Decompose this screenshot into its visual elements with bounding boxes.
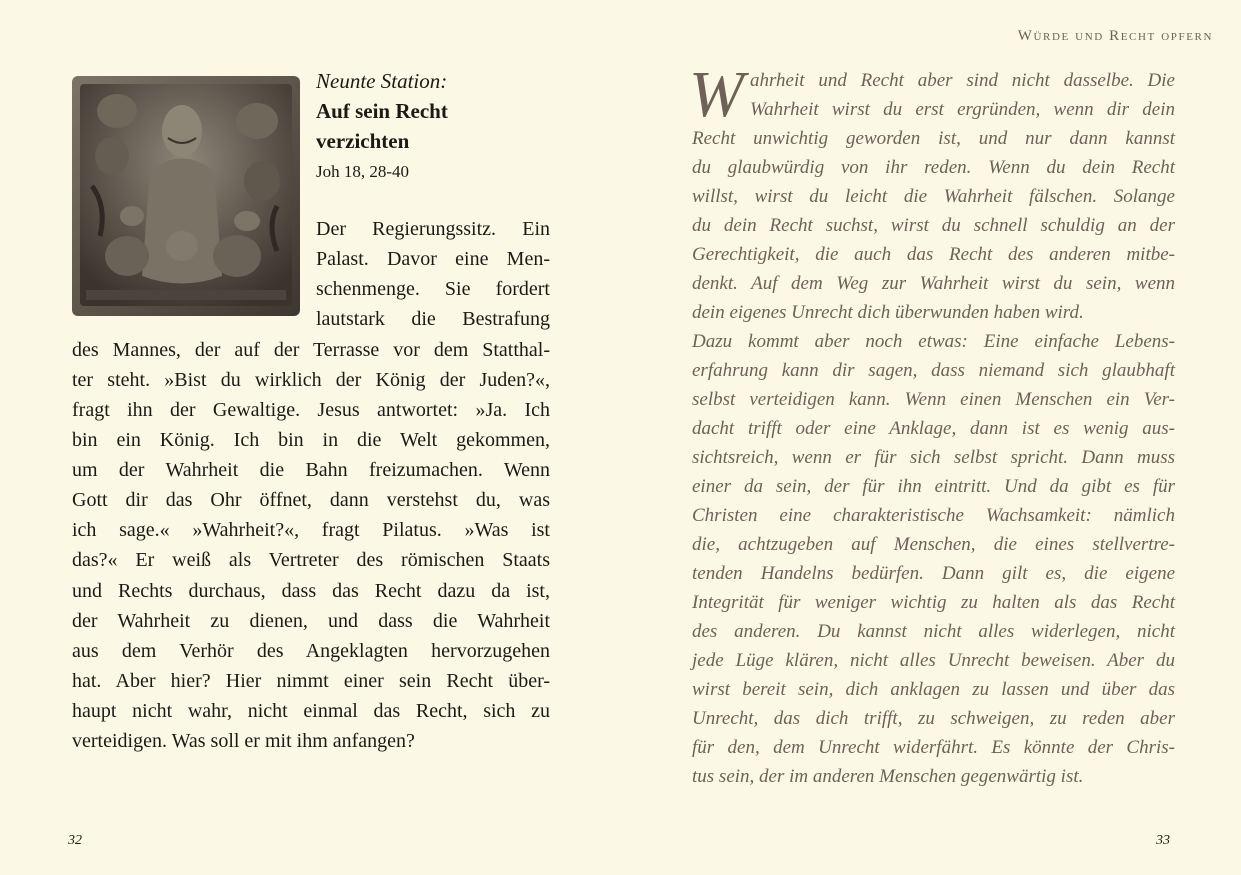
right-text-line: dacht trifft oder eine Anklage, dann ist es wenig aus- — [692, 418, 1175, 439]
left-text-line: verteidigen. Was soll er mit ihm anfangen? — [72, 730, 415, 752]
right-text-line: sichtsreich, wenn er für sich selbst spricht. Dann muss — [692, 447, 1175, 468]
page-number-left: 32 — [68, 833, 82, 848]
right-text-line: willst, wirst du leicht die Wahrheit fälschen. Solange — [692, 186, 1175, 207]
left-text-line: das?« Er weiß als Vertreter des römischen Staats — [72, 549, 550, 571]
right-text-line: du dein Recht suchst, wirst du schnell schuldig an der — [692, 215, 1175, 236]
page-number-right: 33 — [1156, 833, 1170, 848]
right-text-line: Integrität für weniger wichtig zu halten als das Recht — [692, 592, 1175, 613]
station-label: Neunte Station: — [316, 69, 448, 93]
right-text-line: Unrecht, das dich trifft, zu schweigen, zu reden aber — [692, 708, 1175, 729]
right-text-line: Christen eine charakteristische Wachsamkeit: nämlich — [692, 505, 1175, 526]
left-text-line: um der Wahrheit die Bahn freizumachen. Wenn — [72, 459, 550, 481]
left-text-line: des Mannes, der auf der Terrasse vor dem Statthal- — [72, 339, 550, 361]
left-text-line: aus dem Verhör des Angeklagten hervorzugehen — [72, 640, 550, 662]
left-text-line: ter steht. »Bist du wirklich der König der Juden?«, — [72, 369, 550, 391]
right-text-line: jede Lüge klären, nicht alles Unrecht beweisen. Aber du — [692, 650, 1175, 671]
right-text-line: erfahrung kann dir sagen, dass niemand sich glaubhaft — [692, 360, 1175, 381]
station-title-line2: verzichten — [316, 129, 410, 153]
right-text-line: einer da sein, der für ihn eintritt. Und da gibt es für — [692, 476, 1175, 497]
left-text-line: haupt nicht wahr, nicht einmal das Recht, sich zu — [72, 700, 550, 722]
left-text-line: ich sage.« »Wahrheit?«, fragt Pilatus. »Was ist — [72, 519, 550, 541]
right-text-line: selbst verteidigen kann. Wenn einen Menschen ein Ver- — [692, 389, 1175, 410]
left-text-line: lautstark die Bestrafung — [316, 308, 550, 330]
right-text-line: die, achtzugeben auf Menschen, die eines stellvertre- — [692, 534, 1175, 555]
left-text-line: hat. Aber hier? Hier nimmt einer sein Recht über- — [72, 670, 550, 692]
right-text-line: Recht unwichtig geworden ist, und nur dann kannst — [692, 128, 1175, 149]
right-text-line: des anderen. Du kannst nicht alles widerlegen, nicht — [692, 621, 1175, 642]
left-text-line: und Rechts durchaus, dass das Recht dazu da ist, — [72, 580, 550, 602]
left-text-line: bin ein König. Ich bin in die Welt gekommen, — [72, 429, 550, 451]
right-text-line: ahrheit und Recht aber sind nicht dasselbe. Die — [750, 70, 1175, 91]
drop-cap: W — [689, 58, 744, 131]
scripture-reference: Joh 18, 28-40 — [316, 162, 410, 181]
right-text-line: dein eigenes Unrecht dich überwunden haben wird. — [692, 302, 1084, 323]
right-text-line: Dazu kommt aber noch etwas: Eine einfache Lebens- — [692, 331, 1175, 352]
right-text-line: wirst bereit sein, dich anklagen zu lassen und über das — [692, 679, 1175, 700]
left-text-line: fragt ihn der Gewaltige. Jesus antwortet: »Ja. Ich — [72, 399, 550, 421]
right-text-line: Wahrheit wirst du erst ergründen, wenn dir dein — [750, 99, 1175, 120]
right-text-line: du glaubwürdig von ihr reden. Wenn du dein Recht — [692, 157, 1175, 178]
left-text-line: Gott dir das Ohr öffnet, dann verstehst du, was — [72, 489, 550, 511]
right-text-line: Gerechtigkeit, die auch das Recht des anderen mitbe- — [692, 244, 1175, 265]
bronze-relief-image — [72, 76, 300, 316]
right-text-line: tus sein, der im anderen Menschen gegenwärtig ist. — [692, 766, 1084, 787]
left-text-line: Der Regierungssitz. Ein — [316, 218, 550, 240]
right-text-line: für den, dem Unrecht widerfährt. Es könnte der Chris- — [692, 737, 1175, 758]
running-head: Würde und Recht opfern — [1017, 28, 1213, 44]
station-title-line1: Auf sein Recht — [316, 99, 448, 123]
left-text-line: Palast. Davor eine Men- — [316, 248, 550, 270]
right-text-line: tenden Handelns bedürfen. Dann gilt es, die eigene — [692, 563, 1175, 584]
right-text-line: denkt. Auf dem Weg zur Wahrheit wirst du sein, wenn — [692, 273, 1175, 294]
station-heading — [316, 66, 556, 186]
left-text-line: der Wahrheit zu dienen, und dass die Wahrheit — [72, 610, 550, 632]
left-text-line: schenmenge. Sie fordert — [316, 278, 550, 300]
